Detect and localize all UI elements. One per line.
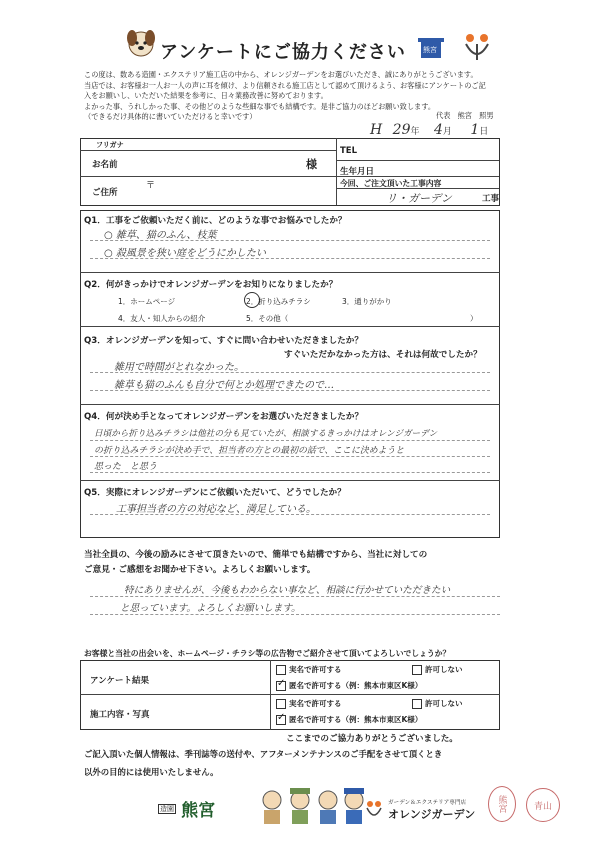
q1-answer-2: ○ 殺風景を狭い庭をどうにかしたい bbox=[104, 248, 266, 259]
name-suffix: 様 bbox=[306, 158, 317, 171]
mascot-dog-icon bbox=[124, 28, 158, 58]
q2-option-5: 5．その他（ bbox=[246, 314, 289, 323]
checkbox-anonymous-1[interactable]: ✓ bbox=[277, 678, 286, 689]
q1-answer-1: ○ 雑草、猫のふん、枝葉 bbox=[104, 230, 217, 241]
staff-mascots-icon bbox=[256, 786, 366, 826]
privacy-text-2: 以外の目的には使用いたしません。 bbox=[84, 767, 219, 777]
checkbox-real-name-1[interactable] bbox=[276, 665, 286, 675]
tel-label: TEL bbox=[340, 146, 358, 156]
permission-row-2-opt1: 実名で許可する bbox=[276, 698, 342, 709]
q4-answer-3: 思った と思う bbox=[94, 462, 158, 472]
address-label: ご住所 bbox=[92, 188, 118, 198]
checkbox-deny-1[interactable] bbox=[412, 665, 422, 675]
q2-question: Q2．何がきっかけでオレンジガーデンをお知りになりましたか？ bbox=[84, 280, 338, 290]
kumamiya-logo: 造園 熊宮 bbox=[160, 801, 216, 821]
brand-badge-icon bbox=[418, 36, 444, 62]
message-prompt-1: 当社全員の、今後の励みにさせて頂きたいので、簡単でも結構ですから、当社に対しての bbox=[84, 550, 428, 560]
q3-sub-question: すぐいただかなかった方は、それは何故でしたか？ bbox=[284, 350, 482, 360]
permission-row-1-opt2: 許可しない bbox=[412, 664, 463, 675]
q5-question: Q5．実際にオレンジガーデンにご依頼いただいて、どうでしたか？ bbox=[84, 488, 346, 498]
q2-option-4: 4．友人・知人からの紹介 bbox=[118, 314, 206, 323]
q3-question: Q3．オレンジガーデンを知って、すぐに問い合わせいただきましたか？ bbox=[84, 336, 363, 346]
checkbox-anonymous-2[interactable]: ✓ bbox=[277, 712, 286, 723]
name-label: お名前 bbox=[92, 160, 118, 170]
orange-garden-logo-icon bbox=[364, 800, 384, 820]
permission-row-1-opt3: ✓ 匿名で許可する（例：熊本市東区K様） bbox=[277, 678, 423, 690]
q1-question: Q1．工事をご依頼いただく前に、どのような事でお悩みでしたか？ bbox=[84, 216, 347, 226]
message-answer-2: と思っています。よろしくお願いします。 bbox=[120, 603, 301, 614]
q3-answer-2: 雑草も猫のふんも自分で何とか処理できたので… bbox=[114, 380, 334, 391]
checkbox-deny-2[interactable] bbox=[412, 699, 422, 709]
q2-option-5-close: ） bbox=[470, 314, 478, 323]
q2-option-2: 2．折り込みチラシ bbox=[246, 297, 311, 306]
work-label: 今回、ご注文頂いた工事内容 bbox=[340, 179, 442, 188]
orange-tree-logo-icon bbox=[460, 32, 494, 62]
permission-row-2-label: 施工内容・写真 bbox=[90, 710, 150, 720]
thanks-text: ここまでのご協力ありがとうございました。 bbox=[286, 734, 458, 744]
stamp-kumamiya: 熊宮 bbox=[488, 786, 516, 822]
work-value: リ・ガーデン bbox=[386, 192, 452, 205]
permission-row-2-opt3: ✓ 匿名で許可する（例：熊本市東区K様） bbox=[277, 712, 423, 724]
postal-mark: 〒 bbox=[146, 181, 156, 191]
date-field: H 29年 4月 1日 bbox=[370, 122, 489, 138]
signature: 代表 熊宮 照男 bbox=[436, 111, 494, 120]
furigana-label: フリガナ bbox=[96, 141, 124, 149]
q4-answer-2: の折り込みチラシが決め手で、担当者の方との最初の話で、ここに決めようと bbox=[94, 446, 405, 456]
permission-row-1-label: アンケート結果 bbox=[90, 676, 149, 686]
permission-row-1-opt1: 実名で許可する bbox=[276, 664, 342, 675]
orange-garden-tagline: ガーデン＆エクステリア専門店 bbox=[388, 800, 467, 806]
q5-answer-1: 工事担当者の方の対応など、満足している。 bbox=[116, 504, 316, 515]
q2-option-3: 3．通りがかり bbox=[342, 297, 392, 306]
q2-option-1: 1．ホームページ bbox=[118, 297, 176, 306]
permission-row-2-opt2: 許可しない bbox=[412, 698, 463, 709]
q4-answer-1: 日頃から折り込みチラシは他社の分も見ていたが、相談するきっかけはオレンジガーデン bbox=[94, 429, 438, 439]
work-suffix: 工事 bbox=[482, 194, 500, 204]
stamp-aoyama: 青山 bbox=[526, 788, 560, 822]
intro-text: この度は、数ある造園・エクステリア施工店の中から、オレンジガーデンをお選びいただき、誠にありがとうございます。 当店では、お客様お一人お一人の声に耳を傾け、より信頼される施工店として認めて頂けるよう、お客様にアンケートのご記 入をお願いし、いただいた結果を参考に、日々業務改善に努めております。 よかった事、うれしかった事、その他どのような些細な事でも結構です。是非ご協力のほどお願い致します。 （できるだけ具体的に書いていただけると幸いです） bbox=[84, 70, 486, 122]
q3-answer-1: 雑用で時間がとれなかった。 bbox=[114, 362, 244, 373]
orange-garden-name: オレンジガーデン bbox=[388, 808, 476, 821]
permission-prompt: お客様と当社の出会いを、ホームページ・チラシ等の広告物でご紹介させて頂いてよろしいでしょうか？ bbox=[84, 649, 451, 658]
checkbox-real-name-2[interactable] bbox=[276, 699, 286, 709]
page-title: アンケートにご協力ください bbox=[160, 42, 406, 63]
privacy-text-1: ご記入頂いた個人情報は、季刊誌等の送付や、アフターメンテナンスのご手配をさせて頂くとき bbox=[84, 749, 443, 759]
message-prompt-2: ご意見・ご感想をお聞かせ下さい。よろしくお願いします。 bbox=[84, 565, 316, 575]
birth-label: 生年月日 bbox=[340, 167, 375, 177]
q4-question: Q4．何が決め手となってオレンジガーデンをお選びいただきましたか？ bbox=[84, 412, 364, 422]
brand-badge-text: 熊宮 bbox=[423, 46, 437, 54]
message-answer-1: 特にありませんが、今後もわからない事など、相談に行かせていただきたい bbox=[124, 585, 451, 596]
